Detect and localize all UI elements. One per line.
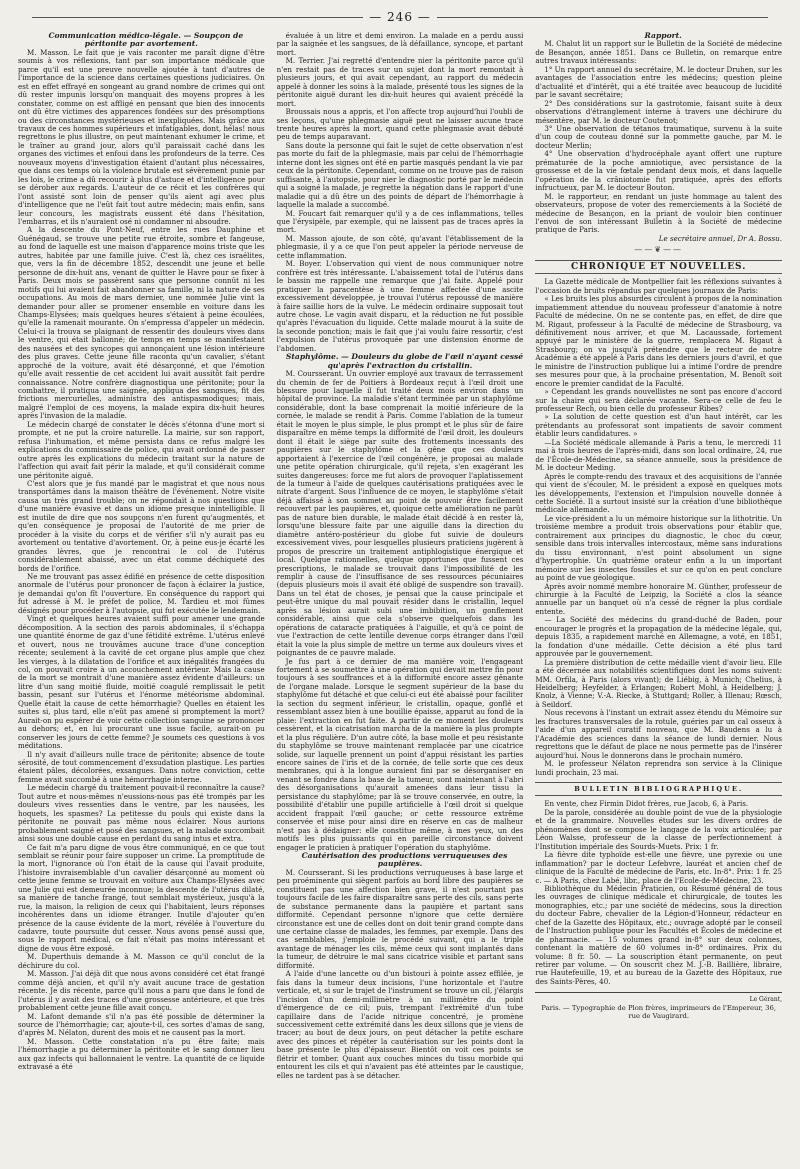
paragraph: M. Masson. Le fait que je vais raconter me paraît digne d'être soumis à vos réflexions, tant par son importance médicale que parce qu'il est une preuve nouvelle ajoutée à tant d'autres de l'importance de la science dans certaines questions judiciaires. On est en effet effrayé en songeant au grand nombre de crimes qui ont dû rester impunis lorsqu'on manquait des moyens propres à les constater, comme on est affligé en pensant que bien des innocents ont dû être victimes des apparences fondées sur des présomptions ou des circonstances mystérieuses et inexpliquées. Mais grâce aux travaux de ces hommes supérieurs et infatigables, dont, hélas! nous regrettons le plus illustre, on peut maintenant exhumer le crime, et le traîner au grand jour, alors qu'il paraissait caché dans les organes des victimes et enfoui dans les profondeurs de la terre. Ces nouveaux moyens d'investigation étaient d'autant plus nécessaires, que dans ces temps où la violence brutale est sévèrement punie par les lois, le crime a dû recourir à plus d'astuce et d'intelligence pour se dérober aux regards. L'auteur de ce récit et les confrères qui l'ont assisté sont loin de penser qu'ils aient agi avec plus d'intelligence que ne l'eût fait tout autre médecin; mais enfin, sans leur concours, les magistrats eussent été dans l'hésitation, l'embarras, et ils n'auraient osé ni condamner ni absoudre. [18,47,265,226]
paragraph: La première distribution de cette médaille vient d'avoir lieu. Elle a été décernée aux notabilités scientifiques dont les noms suivent: MM. Orfila, à Paris (alors vivant); de Liébig, à Munich; Chelius, à Heidelberg; Heyfelder, à Erlangen; Robert Mohl, à Heidelberg; J. Knolz, à Vienne; V.-A. Riecke, à Stuttgard; Roller, à Illenau; Rœsch, à Seildorf. [535,657,782,709]
page-header [18,8,782,26]
paragraph: M. Masson. Cette constatation n'a pu être faite; mais l'hémorrhagie a pu déterminer la péritonite et le sang donner lieu aux gaz infects qui ballonnaient le ventre. La quantité de ce liquide extravasé a été [18,1036,265,1072]
page-number: — 246 — [369,10,431,24]
gerant-label: Le Gérant, [749,996,782,1004]
paragraph: M. Chalut lit un rapport sur le Bulletin de la Société de médecine de Besançon, année 1851. Dans ce Bulletin, on remarque entre autres travaux intéressants: [535,39,782,66]
paragraph: M. Boyer. L'observation qui vient de nous communiquer notre confrère est très intéressante. L'abaissement total de l'utérus dans le bassin me rappelle une remarque que j'ai faite. Appelé pour pratiquer la paracentèse à une femme affectée d'une ascite excessivement développée, je trouvai l'utérus repoussé de manière à faire saillie hors de la vulve. Le médecin ordinaire supposait tout autre chose. Le vagin avait disparu, et la réduction ne fut possible qu'après l'évacuation du liquide. Cette malade mourut à la suite de la seconde ponction; mais le fait que j'ai voulu faire ressortir, c'est l'expulsion de l'utérus provoquée par une distension énorme de l'abdomen. [276,259,524,353]
header-rule-right [437,17,768,18]
paragraph: 3° Une observation de tétanos traumatique, survenu à la suite d'un coup de couteau donné sur la pommette gauche, par M. le docteur Merlin; [535,123,782,150]
chronique-body [535,278,782,777]
paragraph: A l'aide d'une lancette ou d'un bistouri à pointe assez effilée, je fais dans la tumeur deux incisions, l'une horizontale et l'autre verticale, et, si sur le trajet de l'instrument se trouve un cil, j'élargis l'incision d'un demi-millimètre à un millimètre du point d'émergence de ce cil; puis, trempant l'extrémité d'un tube capillaire dans de l'acide nitrique concentré, je promène successivement cette extrémité dans les deux sillons que je viens de tracer; au bout de deux jours, on peut détacher la petite eschare avec des pinces et répéter la cautérisation sur les points dont la base présente le plus d'épaisseur. Bientôt on voit ces points se flétrir et tomber. Quant aux couches minces du tissu morbide qui entourent les cils et qui n'avaient pas été atteintes par le caustique, elles ne tardent pas à se détacher. [276,969,524,1080]
paragraph: Nous recevons à l'instant un extrait assez étendu du Mémoire sur les fractures transversales de la rotule, guéries par un cal osseux à l'aide d'un appareil curatif nouveau, que M. Baudens a lu à l'Académie des sciences dans la séance de lundi dernier. Nous regrettons que le défaut de place ne nous permette pas de l'insérer aujourd'hui. Nous le donnerons dans le prochain numéro. [535,708,782,760]
paragraph: —La Société médicale allemande à Paris a tenu, le mercredi 11 mai à trois heures de l'après-midi, dans son local ordinaire, 24, rue de l'École-de-Médecine, sa séance annuelle, sous la présidence de M. le docteur Meding. [535,437,782,473]
paragraph: Après le compte-rendu des travaux et des acquisitions de l'année qui vient de s'écouler, M. le président a exposé en quelques mots les développements, l'extension et l'impulsion nouvelle donnée à cette Société. Il a surtout insisté sur la création d'une bibliothèque médicale allemande. [535,471,782,515]
paragraph: La fièvre dite typhoïde est-elle une fièvre, une pyrexie ou une inflammation? par le docteur Lefebvre, lauréat et ancien chef de clinique de la Faculté de médecine de Paris, etc. In-8°. Prix: 1 fr. 25 c. — A Paris, chez Labé, libr., place de l'Ecole-de-Médecine, 23. [535,850,782,885]
paragraph: A la descente du Pont-Neuf, entre les rues Dauphine et Guénégaud, se trouve une petite rue étroite, sombre et fangeuse, au fond de laquelle est une maison d'apparence moins triste que les autres, habitée par une famille juive. C'est là, chez ces israélites, que, vers la fin de décembre 1852, descendit une jeune et belle personne de dix-huit ans, venant de quitter le Havre pour se fixer à Paris. Deux mois se passèrent sans que personne connût ni les motifs qui lui avaient fait abandonner sa famille, ni la nature de ses occupations. Au mois de mars dernier, une nommée Julie vint la demander pour aller se promener ensemble en voiture dans les Champs-Elysées; mais quelques heures s'étaient à peine écoulées, qu'elle la ramenait mourante. On s'empressa d'appeler un médecin. Celui-ci la trouva se plaignant de ressentir des douleurs vives dans le ventre, qui était ballonné; de temps en temps se manifestaient des nausées et des syncopes qui annonçaient une lésion intérieure des plus graves. Cette jeune fille raconta qu'un cavalier, s'étant approché de la voiture, avait été désarçonné, et que l'émotion qu'elle avait ressentie de cet accident lui avait aussitôt fait perdre connaissance. Notre confrère diagnostiqua une péritonite; pour la combattre, il pratiqua une saignée, appliqua des sangsues, fit des frictions mercurielles, administra des antispasmodiques; mais, malgré l'emploi de ces moyens, la malade expira dix-huit heures après l'invasion de la maladie. [18,225,265,421]
paragraph: — La Société des médecins du grand-duché de Baden, pour encourager le progrès et la propagation de la médecine légale, qui, depuis 1835, a rapidement marché en Allemagne, a voté, en 1851, la fondation d'une médaille. Cette décision a été plus tard approuvée par le gouvernement. [535,615,782,659]
paragraph: 1° Un rapport annuel du secrétaire, M. le docteur Druhen, sur les avantages de l'association entre les médecins; question pleine d'actualité et d'intérêt, qui a été traitée avec beaucoup de lucidité par le savant secrétaire; [535,64,782,100]
paragraph: Ce fait m'a paru digne de vous être communiqué, en ce que tout semblait se réunir pour faire supposer un crime. La promptitude de la mort, l'ignorance où l'on était de la cause qui l'avait produite, l'histoire invraisemblable d'un cavalier désarçonné au moment où cette jeune femme se trouvait en voiture aux Champs-Elysées avec une Julie qui est demeurée inconnue; la descente de l'utérus dilaté, sa manière de tanche frangé, tout semblait mystérieux, jusqu'à la rue, la maison, la religion de ceux qui l'habitaient, leurs réponses incohérentes dans un idiome étranger. Inutile d'ajouter qu'en présence de la cause évidente de la mort, révélée à l'ouverture du cadavre, toute poursuite dut cesser. Nous avons pensé aussi que, sous le rapport médical, ce fait n'était pas moins intéressant et digne de vous être exposé. [18,842,265,953]
paragraph: Je fus part à ce dernier de ma manière voir, l'engageant fortement à se soumettre à une opération qui devait mettre fin pour toujours à ses souffrances et à la difformité encore assez gênante de l'organe malade. Lorsque le segment supérieur de la base du staphylôme fut détaché et que celui-ci eut été abaissé pour faciliter la section du segment inférieur, le cristallin, opaque, gonflé et ressemblant assez bien à une bouillie épaisse, apparut au fond de la plaie: l'extraction en fut faite. A partir de ce moment les douleurs cessèrent, et la cicatrisation marcha de la manière la plus prompte et la plus régulière. D'un autre côté, la base molle et peu résistante du staphylôme se trouve maintenant remplacée par une cicatrice solide, sur laquelle prennent un point d'appui résistant les parties encore saines de l'iris et de la cornée, de telle sorte que ces deux membranes, qui à la longue auraient fini par se désorganiser en venant se fondre dans la base de la tumeur, sont maintenant à l'abri des désorganisations qu'aurait amenées dans leur tissu la persistance du staphylôme; par là se trouve conservée, en outre, la possibilité d'établir une pupille artificielle à l'œil droit si quelque accident frappait l'œil gauche; or cette ressource extrême conservée et mise pour ainsi dire en réserve en cas de malheur n'est pas à dédaigner: elle constitue même, à mes yeux, un des motifs les plus puissants qui en pareille circonstance doivent engager le praticien à pratiquer l'opération du staphylôme. [276,656,524,852]
header-rule-left [32,17,363,18]
paragraph: Bibliothèque du Médecin Praticien, ou Résumé général de tous les ouvrages de clinique médicale et chirurgicale, de toutes les monographies, etc.; par une société de médecins, sous la direction du docteur Fabre, chevalier de la Légion-d'Honneur, rédacteur en chef de la Gazette des Hôpitaux, etc.; ouvrage adopté par le conseil de l'Instruction publique pour les Facultés et Écoles de médecine et de pharmacie. — 15 volumes grand in-8° sur deux colonnes, contenant la matière de 60 volumes in-8° ordinaires. Prix du volume: 8 fr. 50. — La souscription étant permanente, on peut retirer par volume. — On souscrit chez M. J.-B. Baillière, libraire, rue Hautefeuille, 19, et au bureau de la Gazette des Hôpitaux, rue des Saints-Pères, 40. [535,883,782,986]
paragraph: Ne me trouvant pas assez édifié en présence de cette disposition anormale de l'utérus pour prononcer de façon à éclairer la justice, je demandai qu'on fît l'ouverture. En conséquence du rapport qui fut adressé à M. le préfet de police, M. Tardieu et moi fûmes désignés pour procéder à l'autopsie, qui fut exécutée le lendemain. [18,572,265,615]
imprint-text: Paris. — Typographie de Plon frères, imprimeurs de l'Empereur, 36, rue de Vaugirard. [541,1004,776,1021]
paragraph: C'est alors que je fus mandé par le magistrat et que nous nous transportâmes dans la maison théâtre de l'événement. Notre visite causa un très grand trouble; on ne répondait à nos questions que d'une manière évasive et dans un idiome presque inintelligible. Il est inutile de dire que nos soupçons n'en furent qu'augmentés, et qu'en conséquence je proposai de l'autorité de me prier de procéder à la visite du corps et de vérifier s'il n'y aurait pas eu avortement ou tentative d'avortement. Or, à peine eus-je écarté les grandes lèvres, que je rencontrai le col de l'utérus considérablement abaissé, avec un état comme déchiqueté des bords de l'orifice. [18,479,265,573]
divider-ornament: ——❦—— [634,245,684,255]
paragraph: M. Duperthuis demande à M. Masson ce qu'il conclut de la déchirure du col. [18,952,265,970]
paragraph: De la parole, considérée au double point de vue de la physiologie et de la grammaire. Nouvelles études sur les divers ordres de phénomènes dont se compose le langage de la voix articulée; par Léon Walsse, professeur de la classe de perfectionnement à l'Institution impériale des Sourds-Muets. Prix: 1 fr. [535,807,782,851]
newspaper-page [12,8,788,1153]
paragraph: M. le rapporteur, en rendant un juste hommage au talent des observateurs, propose de voter des remerciements à la Société de médecine de Besançon, en la priant de vouloir bien continuer l'envoi de son intéressant Bulletin à la Société de médecine pratique de Paris. [535,191,782,235]
paragraph: M. Coursserant. Un ouvrier employé aux travaux de terrassement du chemin de fer de Poitiers à Bordeaux reçut à l'œil droit une blessure pour laquelle il fut traité deux mois environ dans un hôpital de province. La maladie s'étant terminée par un staphylôme considérable, dont la base comprenait la moitié inférieure de la cornée, le malade se rendit à Paris. Comme l'ablation de la tumeur était le moyen le plus simple, le plus prompt et le plus sûr de faire disparaître en même temps la difformité de l'œil droit, les douleurs dont il était le siège par suite des frottements incessants des paupières sur le staphylôme et la gêne que ces douleurs apportaient à l'exercice de l'œil congénère, je proposai au malade une petite opération chirurgicale, qu'il rejeta, s'en exagérant les suites dangereuses: force me fut alors de provoquer l'aplatissement de la tumeur à l'aide de quelques cautérisations pratiquées avec le nitrate d'argent. Sous l'influence de ce moyen, le staphylôme s'était déjà affaissé à son sommet au point de pouvoir être facilement recouvert par les paupières, et, quoique cette amélioration ne parût pas de nature bien durable, le malade était décidé à en rester là, lorsqu'une blessure faite par une aiguille dans la direction du diamètre antéro-postérieur du globe fut suivie de douleurs excessivement vives, pour lesquelles plusieurs praticiens jugèrent à propos de prescrire un traitement antiphlogistique énergique et local. Quelque rationnelles, quelque opportunes que fussent ces prescriptions, le malade se trouvait dans l'impossibilité de les remplir à cause de l'insuffisance de ses ressources pécuniaires (depuis plusieurs mois il avait été obligé de suspendre son travail). Dans un tel état de choses, je pensai que la cause principale et peut-être unique du mal pouvait résider dans le cristallin, lequel après sa lésion aurait subi une imbibition, un gonflement considérable, ainsi que cela s'observe quelquefois dans les opérations de cataracte pratiquées à l'aiguille, et qu'à ce point de vue l'extraction de cette lentille devenue corps étranger dans l'œil était la voie la plus simple de mettre un terme aux douleurs vives et poignantes de ce pauvre malade. [276,369,524,658]
article-body [18,49,265,1072]
paragraph: M. Coursserant. Si les productions verruqueuses à base large et peu proéminente qui siègent parfois au bord libre des paupières se constituent pas une affection bien grave, il n'est pourtant pas toujours facile de les faire disparaître sans perte des cils, sans perte de substance permanente dans la paupière et partant sans difformité. Cependant personne n'ignore que cette dernière circonstance est une de celles dont on doit tenir grand compte dans une certaine classe de malades, les femmes, par exemple. Dans des cas semblables, j'emploie le procédé suivant, qui a le triple avantage de ménager les cils, même ceux qui sont implantés dans la tumeur, de détruire le mal sans cicatrice visible et partant sans difformité. [276,867,524,970]
paragraph: M. Lafont demande s'il n'a pas été possible de déterminer la source de l'hémorrhagie; car, ajoute-t-il, ces sortes d'amas de sang, d'après M. Nélaton, durent des mois et ne causent pas la mort. [18,1011,265,1038]
paragraph: » Cependant les grands nouvellistes ne sont pas encore d'accord sur la chaire qui sera déclarée vacante. Sera-ce celle de feu le professeur Rech, ou bien celle du professeur Ribes? [535,387,782,414]
columns [18,32,782,1144]
bulletin-heading: BULLETIN BIBLIOGRAPHIQUE. [535,782,782,796]
rapport-body [535,40,782,234]
paragraph: La Gazette médicale de Montpellier fait les réflexions suivantes à l'occasion de bruits répandus par quelques journaux de Paris: [535,277,782,295]
secretary-signature: Le secrétaire annuel, Dr A. Bossu. [658,233,782,243]
article-title: Communication médico-légale. — Soupçon de péritonite par avortement. [48,32,244,49]
article-body-cauterisation [277,869,524,1080]
paragraph: En vente, chez Firmin Didot frères, rue Jacob, 6, à Paris. [544,799,749,809]
paragraph: évaluée à un litre et demi environ. La malade en a perdu aussi par la saignée et les sangsues, de là défaillance, syncope, et partant mort. [276,32,524,57]
paragraph: « Les bruits les plus absurdes circulent à propos de la nomination impatiemment attendue du nouveau professeur d'anatomie à notre Faculté de médecine. On ne se contente pas, en effet, de dire que M. Rigaut, professeur à la Faculté de médecine de Strasbourg, va définitivement nous arriver, et que M. Lacaussade, fortement appuyé par le ministère de la guerre, remplacera M. Rigaut à Strasbourg; on va jusqu'à prétendre que le recteur de notre Académie a été appelé à Paris dans les derniers jours d'avril, et que le ministre de l'instruction publique lui a intimé l'ordre de prendre ses mesures pour que, à la prochaine présentation, M. Benoît soit encore le premier candidat de la Faculté. [535,294,782,388]
paragraph: M. Foucart fait remarquer qu'il y a de ces inflammations, telles que l'érysipèle, par exemple, qui ne laissent pas de traces après la mort. [276,208,524,235]
paragraph: Broussais nous a appris, et l'on affecte trop aujourd'hui l'oubli de ses leçons, qu'une phlegmasie aiguë peut ne laisser aucune trace trente heures après la mort, quand cette phlegmasie avait débuté peu de temps auparavant. [276,107,524,142]
paragraph: Le vice-président a lu un mémoire historique sur la lithotritie. Un troisième membre a produit trois observations pour établir que, contrairement aux principes du diagnostic, le choc du cœur, sensible dans trois intervalles intercostaux, même sans indurations du tissu environnant, n'est point absolument un signe d'hypertrophie. Un quatrième orateur enfin a lu un important mémoire sur les insectes fossiles et sur ce qu'on en peut conclure au point de vue géologique. [535,513,782,583]
paragraph: M. Masson ajoute, de son côté, qu'avant l'établissement de la phlegmasie, il y a ce que l'on peut appeler la période nerveuse de cette inflammation. [276,233,524,260]
bulletin-body [535,800,782,986]
article-title-staphylome: Staphylôme. — Douleurs du globe de l'œil n'ayant cessé qu'après l'extraction du cristallin. [285,352,524,370]
imprint [535,992,782,1020]
paragraph: 2° Des considérations sur la gastrotomie, faisant suite à deux observations d'étranglement interne à travers une déchirure du mésentère, par M. le docteur Coutenot; [535,98,782,125]
paragraph: Vingt et quelques heures avaient suffi pour amener une grande décomposition. A la section des parois abdominales, il s'échappa une quantité énorme de gaz d'une fétidité extrême. L'utérus enlevé et ouvert, nous ne trouvâmes aucune trace d'une conception récente; seulement à la cavité de cet organe plus ample que chez les vierges, à la dilatation de l'orifice et aux inégalités frangées du col, on pouvait croire à un accouchement antérieur. Mais la cause de la mort se montrait d'une manière assez évidente d'ailleurs: un litre d'un sang moitié fluide, moitié coagulé remplissait le petit bassin, pesant sur l'utérus et l'énorme météorisme abdominal. Quelle était la cause de cette hémorrhagie? Quelles en étaient les suites si, plus tard, elle n'eût pas amené si promptement la mort? Aurait-on pu espérer de voir cette collection sanguine se prononcer au dehors; et, en lui procurant une issue facile, aurait-on pu conserver les jours de cette femme? Je soumets ces questions à vos méditations. [18,614,265,751]
paragraph: Après avoir nommé membre honoraire M. Günther, professeur de chirurgie à la Faculté de Leipzig, la Société a clos la séance annuelle par un banquet où n'a cessé de régner la plus cordiale entente. [535,581,782,616]
column-3 [535,32,782,1144]
paragraph: 4° Une observation d'hydrocéphale ayant offert une rupture prématurée de la poche amniotique, avec persistance de la grossesse et de la vie fœtale pendant deux mois, et dans laquelle l'opération de la crâniotomie fut pratiquée, après des efforts infructueux, par M. le docteur Bouton. [535,149,782,193]
article-title-cauterisation: Cautérisation des productions verruqueuses des paupières. [301,850,508,869]
article-body-staphylome [277,370,524,852]
column-1 [18,32,265,1144]
rapport-title: Rapport. [644,32,682,40]
column-2 [277,32,524,1144]
chronique-heading: CHRONIQUE ET NOUVELLES. [535,260,782,274]
paragraph: M. le professeur Nélaton reprendra son service à la Clinique lundi prochain, 23 mai. [535,759,782,777]
paragraph: Le médecin chargé du traitement pouvait-il reconnaître la cause? Tout autre et nous-mêmes n'eussions-nous pas été trompés par les douleurs vives ressenties dans le ventre, par les nausées, les hoquets, les spasmes? La petitesse du pouls qui existe dans la péritonite ne pouvait pas même nous éclairer. Nous aurions probablement saigné et posé des sangsues, et la malade succombait ainsi sous une double cause en perdant du sang intus et extra. [18,783,265,844]
paragraph: » La solution de cette question est d'un haut intérêt, car les prétendants au professorat sont impatients de savoir comment établir leurs candidatures. » [535,412,782,439]
paragraph: Sans doute la personne qui fait le sujet de cette observation n'est pas morte du fait de la phlegmasie, mais par celui de l'hémorrhagie interne dont les signes ont été en partie masqués pendant la vie par ceux de la péritonite. Cependant, comme on ne trouve pas de raison suffisante, à l'autopsie, pour nier le diagnostic porté par le médecin qui a soigné la malade, je regrette la négation dans le rapport d'une maladie qui a dû être un des points de départ de l'hémorrhagie à laquelle la malade a succombé. [276,140,524,210]
article-body-continued [277,32,524,353]
paragraph: Il n'y avait d'ailleurs nulle trace de péritonite; absence de toute sérosité, de tout commencement d'exsudation plastique. Les parties étaient pâles, décolorées, exsangues. Dans notre conviction, cette femme avait succombé à une hémorrhagie interne. [18,749,265,784]
paragraph: Le médecin chargé de constater le décès s'étonna d'une mort si prompte, et ne put la croire naturelle. La mairie, sur son rapport, refusa l'inhumation, et même persista dans ce refus malgré les explications du commissaire de police, qui avait ordonné de passer outre après les explications du médecin traitant sur la nature de l'affection qui avait fait périr la malade, et qu'il considérait comme une péritonite aiguë. [18,419,265,480]
paragraph: M. Terrier. J'ai regretté d'entendre nier la péritonite parce qu'il n'en restait pas de traces sur un sujet dont la mort remontait à plusieurs jours, et qui avait cependant, au rapport du médecin appelé à donner les soins à la malade, présenté tous les signes de la péritonite aiguë durant les dix-huit heures qui avaient précédé la mort. [276,56,524,108]
paragraph: M. Masson. J'ai déjà dit que nous avons considéré cet état frangé comme déjà ancien, et qu'il n'y avait aucune trace de gestation récente. Je dis récente, parce qu'il nous a paru que dans le fond de l'utérus il y avait des traces d'une grossesse antérieure, et que très probablement cette jeune fille avait conçu. [18,969,265,1013]
